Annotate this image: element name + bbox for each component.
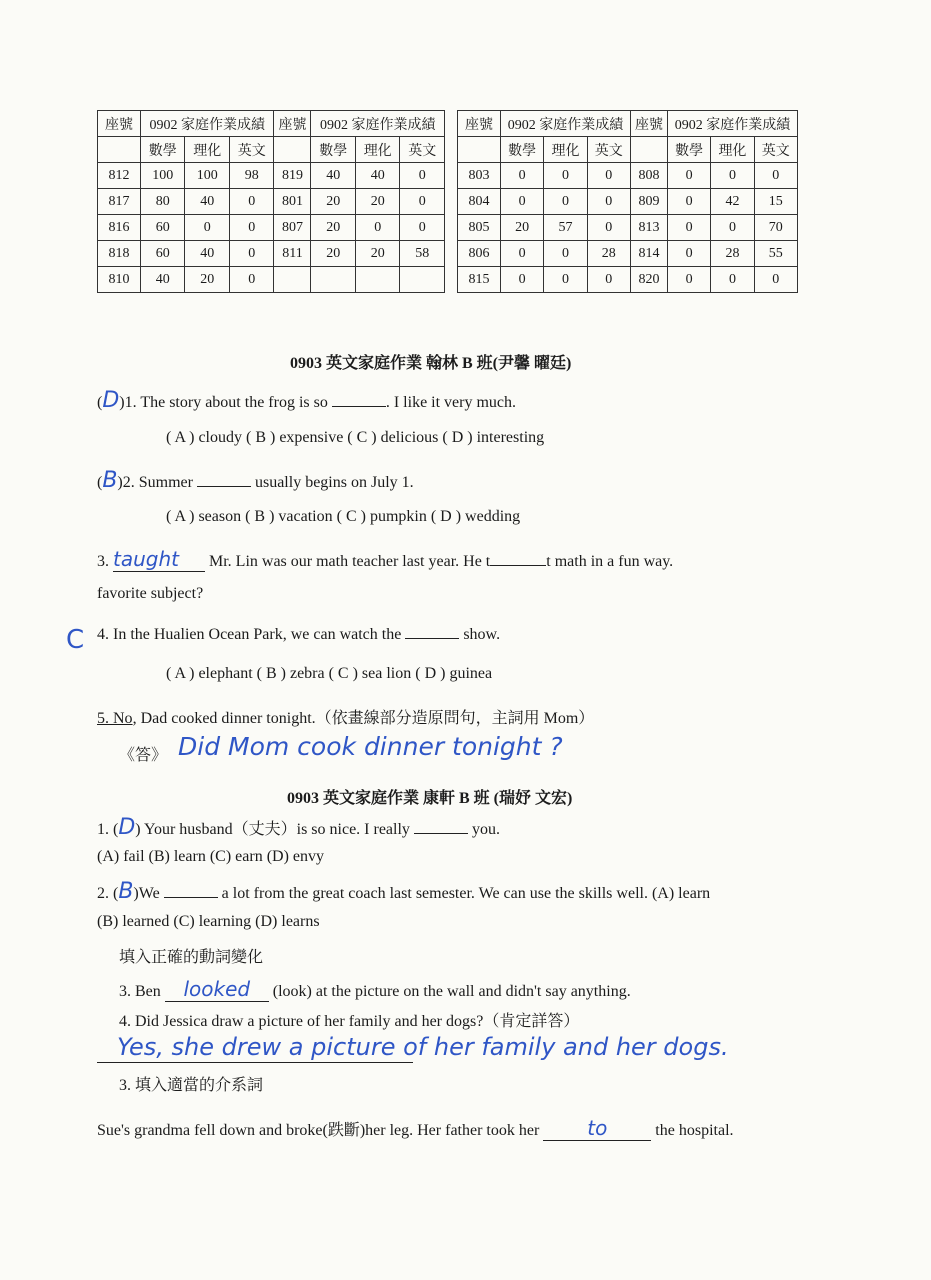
answer-line: [97, 1062, 413, 1063]
subject-header: 數學: [311, 137, 355, 163]
s2-question-4: 4. Did Jessica draw a picture of her family and her dogs?（肯定詳答）: [119, 1013, 580, 1030]
score-cell: 28: [711, 241, 754, 267]
subject-header: 數學: [667, 137, 710, 163]
question-3: [97, 547, 673, 572]
question-text: t math in a fun way.: [546, 553, 674, 570]
question-4: [97, 626, 500, 644]
score-cell: 0: [501, 241, 544, 267]
subject-header: 英文: [400, 137, 445, 163]
seat-cell: 803: [458, 163, 501, 189]
seat-cell: 809: [630, 189, 667, 215]
s2-answer-1: D: [118, 815, 136, 840]
subject-header: 理化: [355, 137, 399, 163]
score-cell: 0: [587, 267, 630, 293]
score-cell: 0: [754, 163, 797, 189]
score-cell: 42: [711, 189, 754, 215]
question-text: )We: [133, 885, 160, 902]
s2-answer-3: looked: [183, 977, 251, 1001]
answer-blank: [543, 1116, 651, 1141]
score-cell: [400, 267, 445, 293]
group-header: 0902 家庭作業成績: [141, 111, 274, 137]
score-cell: 20: [501, 215, 544, 241]
question-2: (B)2. Summer usually begins on July 1.: [97, 468, 414, 493]
underlined-text: 5. No: [97, 710, 133, 727]
seat-cell: 817: [98, 189, 141, 215]
seat-cell: [274, 267, 311, 293]
score-cell: 0: [667, 163, 710, 189]
s2-question-3: [119, 977, 631, 1002]
question-text: show.: [463, 626, 501, 643]
score-cell: 20: [355, 241, 399, 267]
score-cell: 0: [185, 215, 229, 241]
answer-4: C: [66, 625, 85, 655]
score-cell: 40: [185, 189, 229, 215]
group-header: 0902 家庭作業成績: [501, 111, 631, 137]
score-cell: 0: [667, 189, 710, 215]
empty-cell: [274, 137, 311, 163]
seat-cell: 805: [458, 215, 501, 241]
score-cell: 40: [141, 267, 185, 293]
subject-header: 數學: [501, 137, 544, 163]
s2-answer-5: to: [587, 1116, 608, 1140]
question-text: )1. The story about the frog is so: [119, 394, 328, 411]
s2-options-1: (A) fail (B) learn (C) earn (D) envy: [97, 848, 325, 865]
seat-cell: 812: [98, 163, 141, 189]
subject-header: 理化: [185, 137, 229, 163]
s2-question-5: [97, 1116, 734, 1141]
score-cell: 20: [311, 215, 355, 241]
question-number: 1. (: [97, 821, 119, 838]
score-cell: [311, 267, 355, 293]
blank: [490, 565, 546, 566]
s2-answer-4: Yes, she drew a picture of her family and her dogs.: [117, 1033, 729, 1061]
seat-cell: 816: [98, 215, 141, 241]
seat-cell: 806: [458, 241, 501, 267]
question-text: 4. In the Hualien Ocean Park, we can watch the: [97, 626, 402, 643]
score-cell: 0: [544, 163, 587, 189]
score-cell: 0: [501, 267, 544, 293]
score-cell: 40: [355, 163, 399, 189]
score-cell: 60: [141, 215, 185, 241]
seat-cell: 810: [98, 267, 141, 293]
score-cell: 0: [667, 215, 710, 241]
table-row: [458, 215, 798, 241]
score-cell: 0: [544, 267, 587, 293]
score-cell: 0: [229, 267, 274, 293]
blank: [197, 486, 251, 487]
section1-title: 0903 英文家庭作業 翰林 B 班(尹馨 曜廷): [290, 355, 572, 372]
score-cell: 100: [185, 163, 229, 189]
score-cell: 0: [711, 215, 754, 241]
score-cell: 20: [185, 267, 229, 293]
score-cell: 58: [400, 241, 445, 267]
score-cell: 20: [311, 241, 355, 267]
question-text: Sue's grandma fell down and broke(跌斷)her leg. Her father took her: [97, 1122, 540, 1139]
sub-heading-verb: 填入正確的動詞變化: [119, 949, 264, 966]
score-cell: 0: [400, 163, 445, 189]
options-1: ( A ) cloudy ( B ) expensive ( C ) delicious ( D ) interesting: [166, 429, 545, 446]
seat-header: 座號: [274, 111, 311, 137]
question-text: usually begins on July 1.: [254, 474, 414, 491]
seat-cell: 815: [458, 267, 501, 293]
score-cell: 0: [754, 267, 797, 293]
seat-cell: 814: [630, 241, 667, 267]
score-cell: 0: [229, 215, 274, 241]
empty-cell: [98, 137, 141, 163]
grades-table-right: [457, 110, 798, 293]
score-cell: 0: [229, 189, 274, 215]
table-row: [98, 215, 445, 241]
blank: [405, 638, 459, 639]
score-cell: 20: [311, 189, 355, 215]
question-text: Mr. Lin was our math teacher last year. He t: [209, 553, 491, 570]
answer-5: Did Mom cook dinner tonight ?: [178, 732, 563, 761]
seat-cell: 820: [630, 267, 667, 293]
options-2: ( A ) season ( B ) vacation ( C ) pumpkin ( D ) wedding: [166, 508, 521, 525]
score-cell: 60: [141, 241, 185, 267]
answer-blank: [165, 977, 269, 1002]
seat-cell: 818: [98, 241, 141, 267]
answer-3: taught: [113, 547, 179, 571]
table-row: [458, 267, 798, 293]
score-cell: 0: [229, 241, 274, 267]
blank: [332, 406, 386, 407]
question-text: , Dad cooked dinner tonight.（依畫線部分造原問句，主詞用 Mom）: [132, 710, 595, 727]
score-cell: 98: [229, 163, 274, 189]
question-text: 3. Ben: [119, 983, 161, 1000]
blank: [164, 897, 218, 898]
subject-header: 數學: [141, 137, 185, 163]
seat-header: 座號: [630, 111, 667, 137]
subject-header: 理化: [711, 137, 754, 163]
question-text: (look) at the picture on the wall and didn't say anything.: [272, 983, 631, 1000]
score-cell: 0: [501, 189, 544, 215]
s2-question-2: [97, 879, 710, 904]
table-row: [458, 241, 798, 267]
question-5: [97, 705, 594, 728]
question-number: 2. (: [97, 885, 119, 902]
subject-header: 理化: [544, 137, 587, 163]
seat-cell: 819: [274, 163, 311, 189]
blank: [414, 833, 468, 834]
table-row: [458, 163, 798, 189]
score-cell: 0: [711, 267, 754, 293]
score-cell: 0: [501, 163, 544, 189]
options-4: ( A ) elephant ( B ) zebra ( C ) sea lion ( D ) guinea: [166, 665, 493, 682]
seat-cell: 813: [630, 215, 667, 241]
subject-header: 英文: [229, 137, 274, 163]
question-3-continued: favorite subject?: [97, 585, 204, 602]
score-cell: 28: [587, 241, 630, 267]
score-cell: 40: [311, 163, 355, 189]
question-text: you.: [471, 821, 500, 838]
score-cell: 0: [355, 215, 399, 241]
answer-label: 《答》: [119, 747, 168, 764]
seat-cell: 811: [274, 241, 311, 267]
question-text: . I like it very much.: [385, 394, 517, 411]
score-cell: 70: [754, 215, 797, 241]
s2-answer-2: B: [118, 879, 134, 904]
subject-header: 英文: [754, 137, 797, 163]
group-header: 0902 家庭作業成績: [667, 111, 797, 137]
question-number: 3.: [97, 553, 109, 570]
question-text: a lot from the great coach last semester. We can use the skills well. (A) learn: [221, 885, 711, 902]
question-text: )2. Summer: [117, 474, 193, 491]
table-body: [458, 163, 798, 293]
score-cell: 20: [355, 189, 399, 215]
score-cell: 57: [544, 215, 587, 241]
question-1: (D)1. The story about the frog is so . I like it very much.: [97, 388, 517, 413]
table-body: [98, 163, 445, 293]
score-cell: 0: [711, 163, 754, 189]
table-row: [98, 241, 445, 267]
score-cell: [355, 267, 399, 293]
question-text: ) Your husband（丈夫）is so nice. I really: [135, 821, 410, 838]
score-cell: 0: [667, 267, 710, 293]
answer-1: D: [102, 388, 120, 413]
seat-header: 座號: [98, 111, 141, 137]
score-cell: 0: [587, 163, 630, 189]
score-cell: 40: [185, 241, 229, 267]
score-cell: 0: [400, 189, 445, 215]
s2-question-1: [97, 815, 500, 840]
seat-cell: 807: [274, 215, 311, 241]
seat-cell: 804: [458, 189, 501, 215]
question-text: the hospital.: [655, 1122, 734, 1139]
score-cell: 0: [544, 189, 587, 215]
score-cell: 15: [754, 189, 797, 215]
table-row: [458, 189, 798, 215]
score-cell: 80: [141, 189, 185, 215]
score-cell: 100: [141, 163, 185, 189]
table-row: [98, 189, 445, 215]
grades-table-left: [97, 110, 445, 293]
sub-heading-preposition: 3. 填入適當的介系詞: [119, 1077, 264, 1094]
seat-header: 座號: [458, 111, 501, 137]
score-cell: 0: [544, 241, 587, 267]
section2-title: 0903 英文家庭作業 康軒 B 班 (瑞妤 文宏): [287, 790, 573, 807]
subject-header: 英文: [587, 137, 630, 163]
s2-options-2: (B) learned (C) learning (D) learns: [97, 913, 320, 930]
seat-cell: 808: [630, 163, 667, 189]
group-header: 0902 家庭作業成績: [311, 111, 445, 137]
answer-blank: [113, 547, 205, 572]
score-cell: 0: [400, 215, 445, 241]
score-cell: 0: [667, 241, 710, 267]
empty-cell: [458, 137, 501, 163]
score-cell: 55: [754, 241, 797, 267]
empty-cell: [630, 137, 667, 163]
seat-cell: 801: [274, 189, 311, 215]
score-cell: 0: [587, 215, 630, 241]
table-row: [98, 163, 445, 189]
answer-2: B: [102, 468, 118, 493]
table-row: [98, 267, 445, 293]
score-cell: 0: [587, 189, 630, 215]
